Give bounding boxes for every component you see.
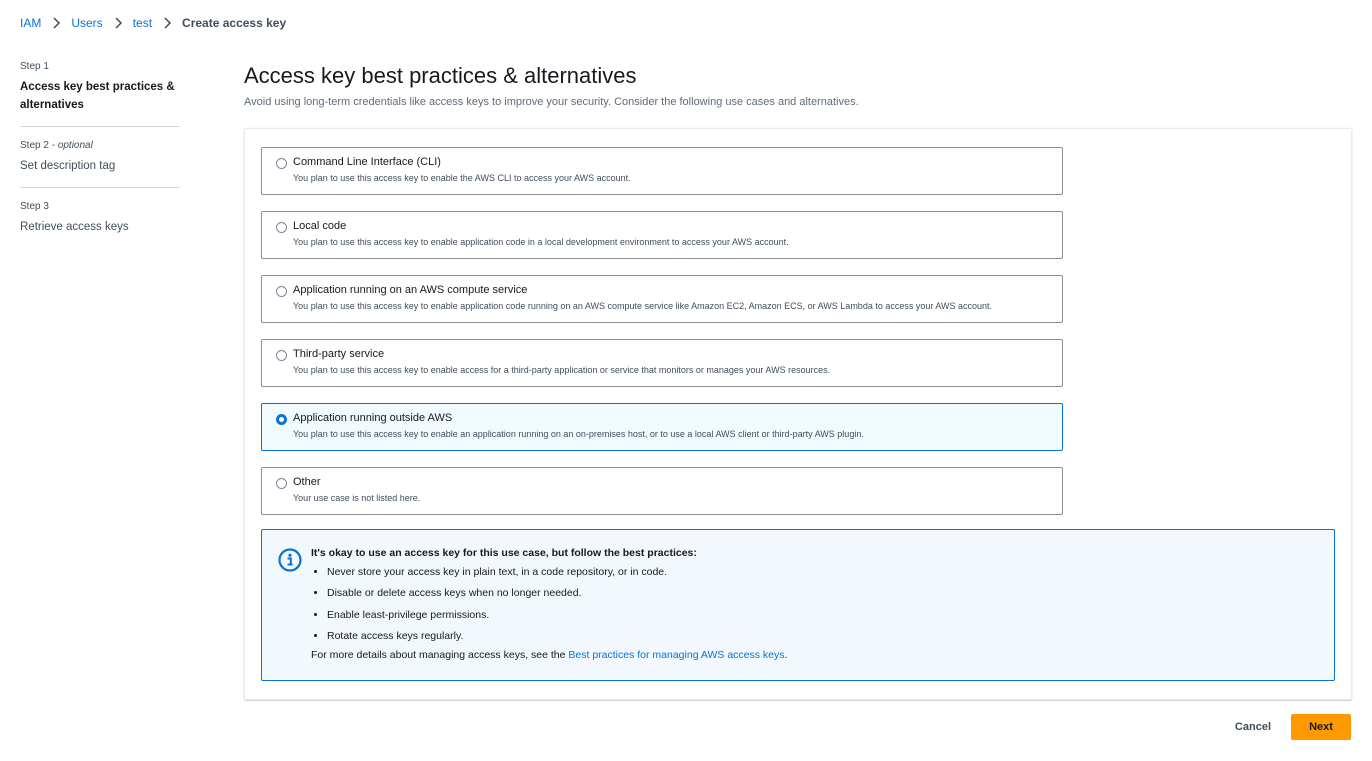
- best-practices-list: [311, 562, 787, 647]
- option-outside-aws[interactable]: [261, 403, 1063, 451]
- use-case-container: [244, 128, 1352, 700]
- option-description: You plan to use this access key to enable an application running on an on-premises host, or to use a local AWS client or third-party AWS plugin.: [293, 429, 864, 439]
- info-icon: [278, 548, 302, 572]
- breadcrumb-user-test[interactable]: test: [132, 16, 153, 30]
- option-cli[interactable]: [261, 147, 1063, 195]
- wizard-step-2[interactable]: [20, 139, 180, 188]
- best-practices-link[interactable]: Best practices for managing AWS access keys: [568, 649, 785, 662]
- option-local-code[interactable]: [261, 211, 1063, 259]
- radio-button[interactable]: [276, 158, 287, 169]
- cancel-button[interactable]: Cancel: [1215, 714, 1291, 740]
- radio-button[interactable]: [276, 286, 287, 297]
- option-description: You plan to use this access key to enable application code in a local development environment to access your AWS account.: [293, 237, 789, 247]
- option-label: Application running on an AWS compute service: [293, 284, 528, 296]
- info-content: [311, 546, 787, 662]
- option-description: Your use case is not listed here.: [293, 493, 421, 503]
- list-item: • Enable least-privilege permissions.: [327, 605, 787, 626]
- step-number: Step 2 - optional: [20, 140, 93, 151]
- list-item: • Disable or delete access keys when no longer needed.: [327, 583, 787, 604]
- option-label: Local code: [293, 220, 347, 232]
- next-button[interactable]: Next: [1291, 714, 1351, 740]
- list-item: • Rotate access keys regularly.: [327, 626, 787, 647]
- page-header: [244, 62, 1352, 108]
- step-title: Access key best practices & alternatives: [20, 81, 175, 111]
- breadcrumb-iam[interactable]: IAM: [20, 16, 42, 30]
- option-label: Other: [293, 476, 321, 488]
- wizard-steps: [20, 60, 180, 260]
- breadcrumb-users[interactable]: Users: [71, 16, 103, 30]
- option-description: You plan to use this access key to enable the AWS CLI to access your AWS account.: [293, 173, 631, 183]
- wizard-step-3[interactable]: [20, 200, 180, 248]
- optional-label: optional: [57, 140, 93, 151]
- option-description: You plan to use this access key to enable access for a third-party application or service that monitors or manages your AWS resources.: [293, 365, 831, 375]
- breadcrumb-current: Create access key: [182, 16, 287, 30]
- option-third-party[interactable]: [261, 339, 1063, 387]
- wizard-actions: [1215, 714, 1351, 740]
- chevron-right-icon: [111, 16, 125, 30]
- list-item: • Never store your access key in plain text, in a code repository, or in code.: [327, 562, 787, 583]
- info-footer: For more details about managing access keys, see the Best practices for managing AWS access keys.: [311, 649, 788, 662]
- step-number: Step 1: [20, 61, 49, 72]
- page-description: Avoid using long-term credentials like access keys to improve your security. Consider the following use cases and alternatives.: [244, 96, 859, 108]
- step-title: Retrieve access keys: [20, 221, 129, 233]
- step-title: Set description tag: [20, 160, 116, 172]
- option-aws-compute[interactable]: [261, 275, 1063, 323]
- use-case-radio-group: [261, 147, 1063, 531]
- option-description: You plan to use this access key to enable application code running on an AWS compute service like Amazon EC2, Amazon ECS, or AWS Lambda to access your AWS account.: [293, 301, 993, 311]
- breadcrumb: [20, 16, 286, 30]
- option-label: Third-party service: [293, 348, 385, 360]
- step-number: Step 3: [20, 201, 49, 212]
- info-heading: It's okay to use an access key for this use case, but follow the best practices:: [311, 547, 697, 559]
- radio-button-checked[interactable]: [276, 414, 287, 425]
- option-label: Application running outside AWS: [293, 412, 453, 424]
- radio-button[interactable]: [276, 222, 287, 233]
- page-title: Access key best practices & alternatives: [244, 63, 637, 88]
- option-other[interactable]: [261, 467, 1063, 515]
- option-label: Command Line Interface (CLI): [293, 156, 441, 168]
- chevron-right-icon: [49, 16, 63, 30]
- radio-button[interactable]: [276, 350, 287, 361]
- radio-button[interactable]: [276, 478, 287, 489]
- wizard-step-1: [20, 60, 180, 127]
- info-alert: [261, 529, 1335, 681]
- chevron-right-icon: [160, 16, 174, 30]
